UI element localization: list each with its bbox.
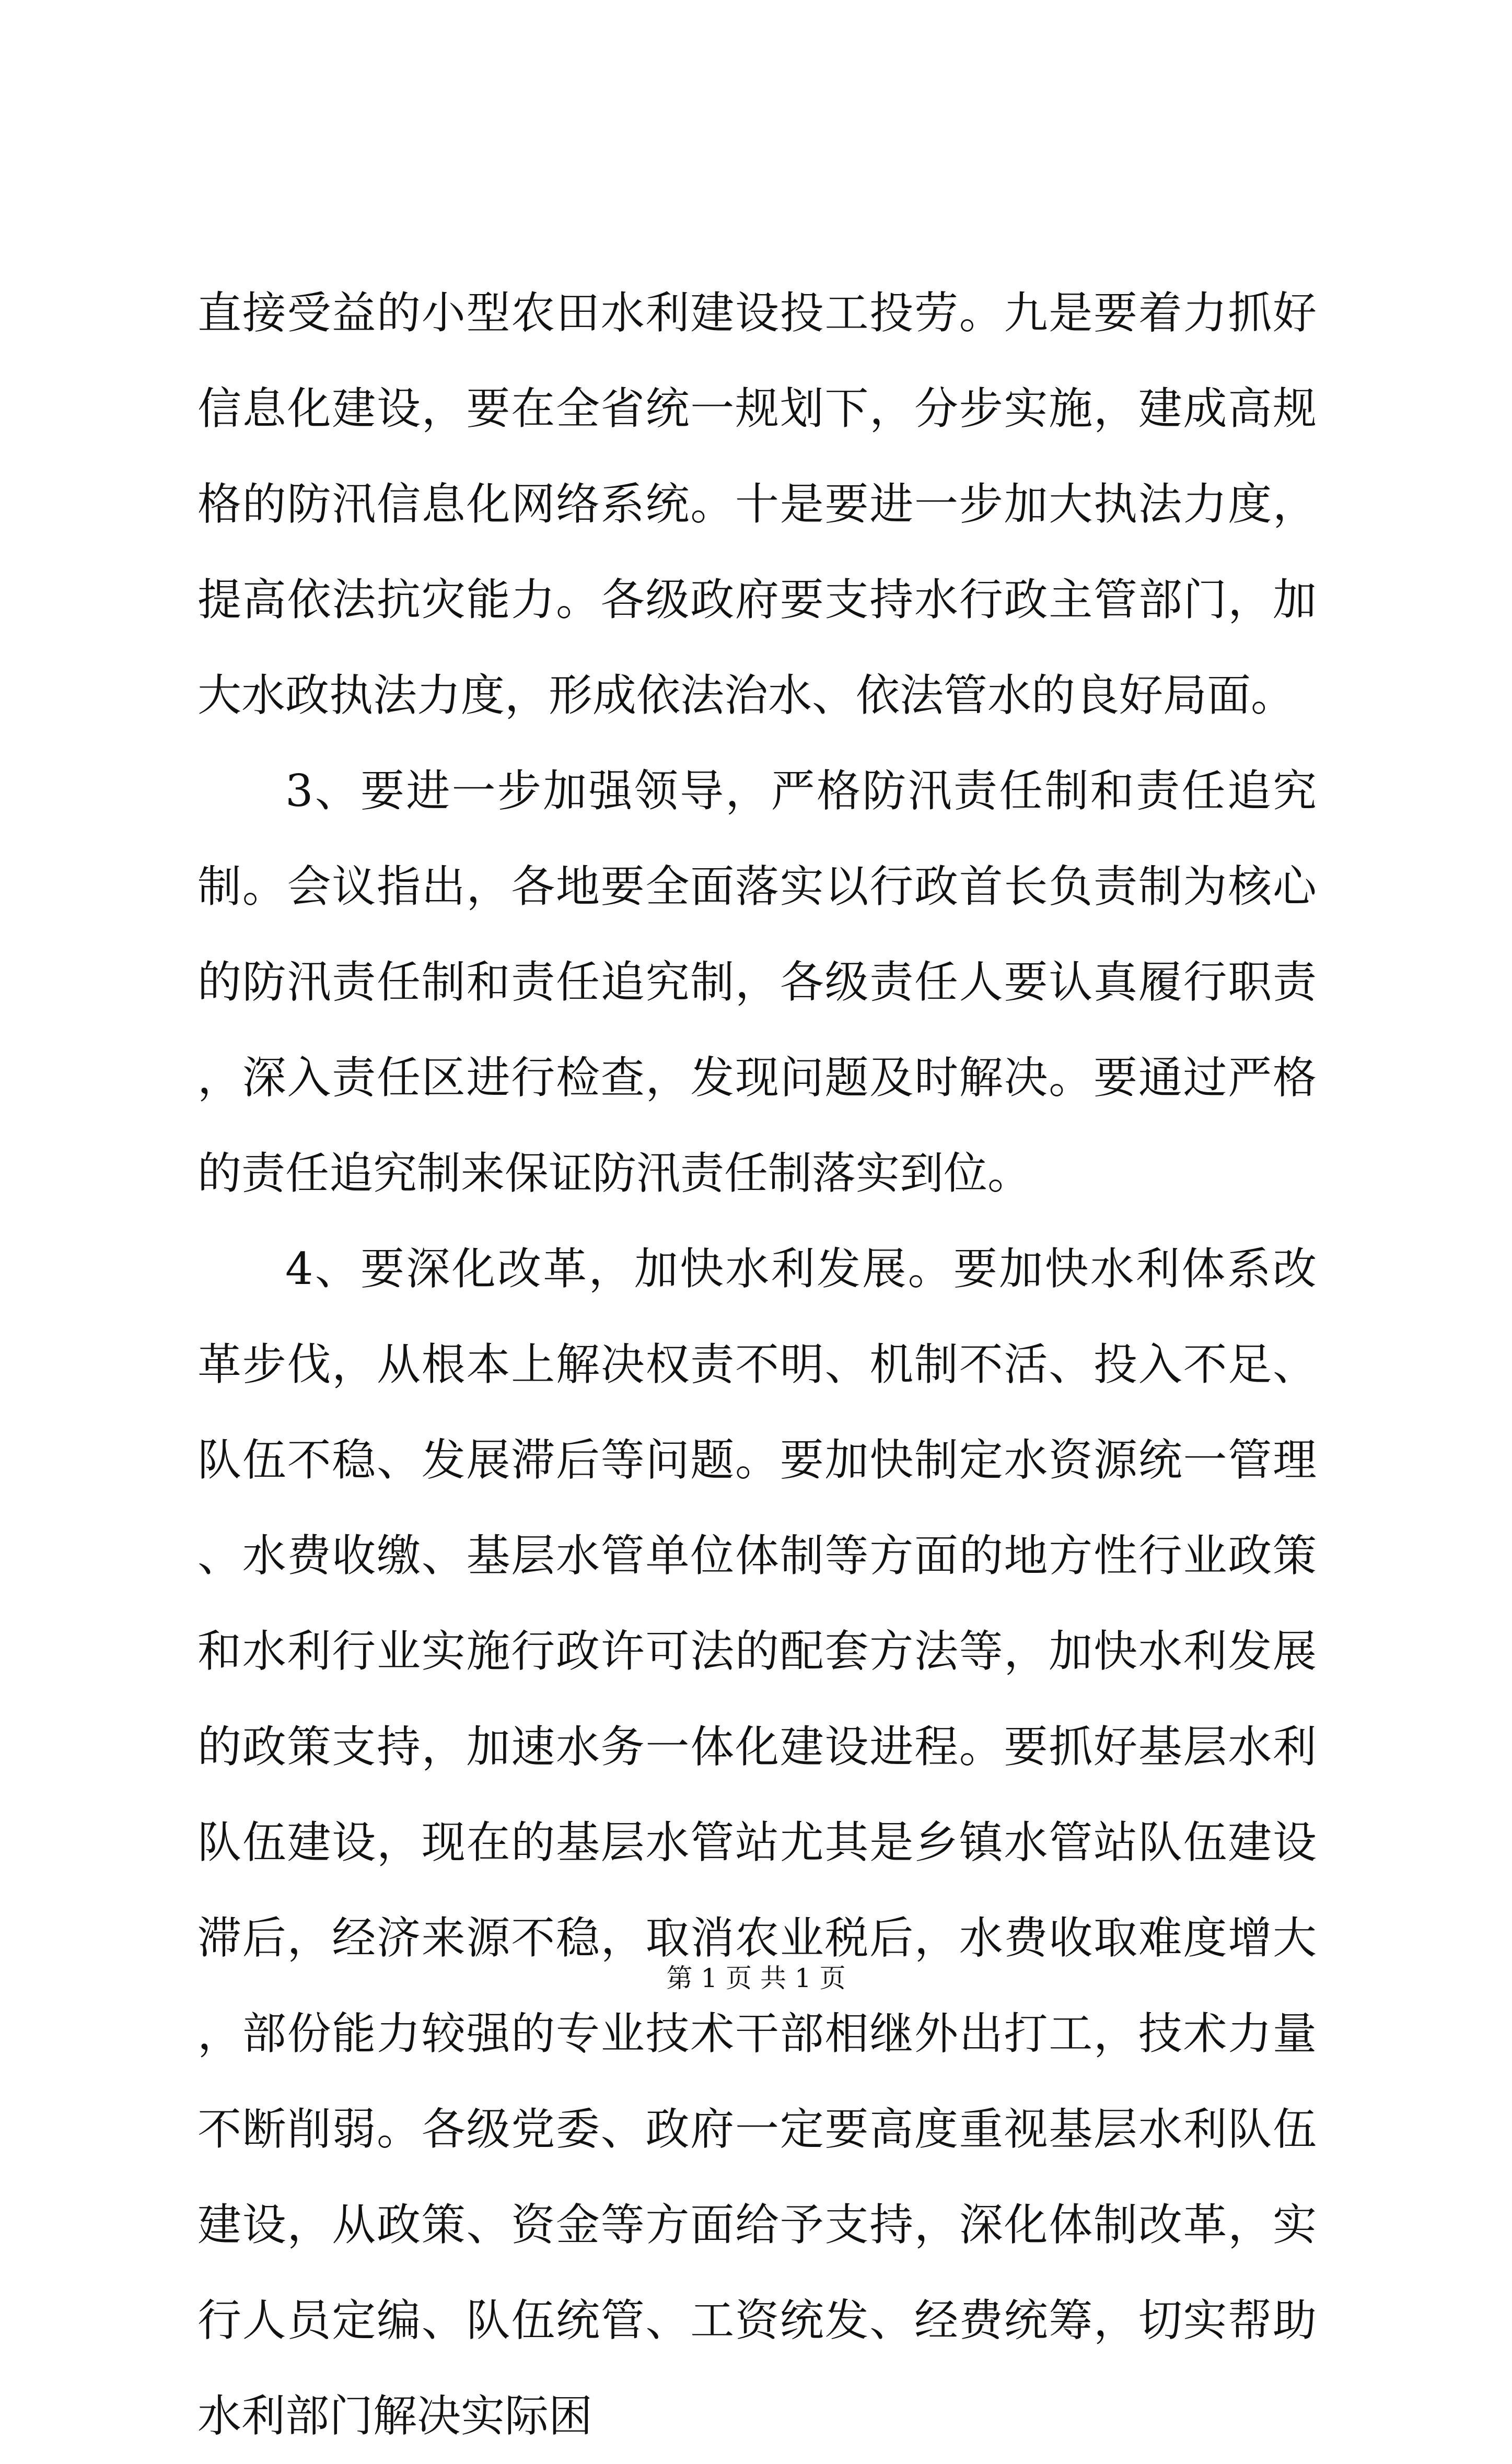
paragraph-2: 3、要进一步加强领导，严格防汛责任制和责任追究制。会议指出，各地要全面落实以行政首长负责制为核心的防汛责任制和责任追究制，各级责任人要认真履行职责，深入责任区进行检查，发现问题及时解决。要通过严格的责任追究制来保证防汛责任制落实到位。: [197, 765, 1317, 1199]
paragraph-3: 4、要深化改革，加快水利发展。要加快水利体系改革步伐，从根本上解决权责不明、机制不活、投入不足、队伍不稳、发展滞后等问题。要加快制定水资源统一管理、水费收缴、基层水管单位体制等方面的地方性行业政策和水利行业实施行政许可法的配套方法等，加快水利发展的政策支持，加速水务一体化建设进程。要抓好基层水利队伍建设，现在的基层水管站尤其是乡镇水管站队伍建设滞后，经济来源不稳，取消农业税后，水费收取难度增大，部份能力较强的专业技术干部相继外出打工，技术力量不断削弱。各级党委、政府一定要高度重视基层水利队伍建设，从政策、资金等方面给予支持，深化体制改革，实行人员定编、队伍统管、工资统发、经费统筹，切实帮助水利部门解决实际困: [197, 1243, 1317, 2442]
paragraph-1: 直接受益的小型农田水利建设投工投劳。九是要着力抓好信息化建设，要在全省统一规划下，分步实施，建成高规格的防汛信息化网络系统。十是要进一步加大执法力度，提高依法抗灾能力。各级政府要支持水行政主管部门，加大水政执法力度，形成依法治水、依法管水的良好局面。: [197, 287, 1317, 721]
document-body: [197, 265, 1317, 2464]
page-number-footer: 第 1 页 共 1 页: [666, 1963, 846, 1993]
